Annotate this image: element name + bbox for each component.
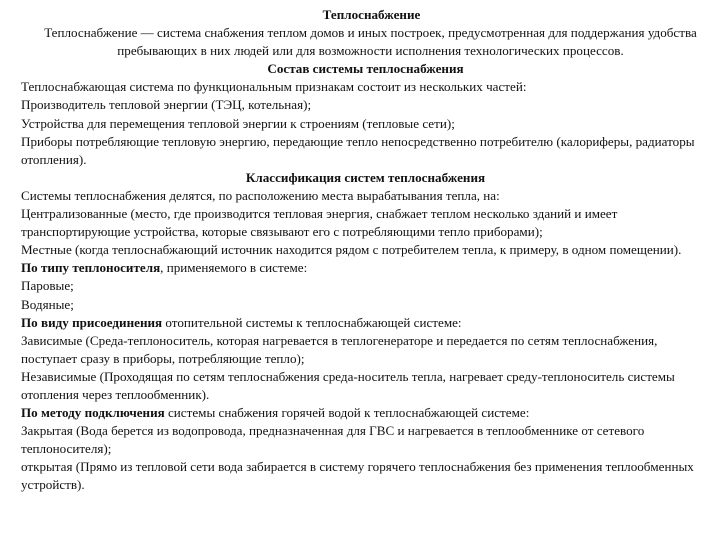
connection-type-label: По виду присоединения	[21, 314, 163, 330]
connection-method-line	[21, 404, 710, 422]
connection-type-rest: отопительной системы к теплоснабжающей системе:	[162, 314, 462, 330]
connection-method-rest: системы снабжения горячей водой к теплоснабжающей системе:	[164, 405, 530, 421]
connection-method-label: По методу подключения	[21, 405, 165, 421]
section-heading-classification: Классификация систем теплоснабжения	[245, 169, 486, 185]
list-item: Местные (когда теплоснабжающий источник находится рядом с потребителем тепла, к примеру, в одном помещении).	[21, 242, 682, 258]
intro-paragraph: Теплоснабжение — система снабжения теплом домов и иных построек, предусмотренная для поддержания удобства пребывающих в них людей или для возможности исполнения технологических процессов.	[44, 25, 697, 59]
list-item: Независимые (Проходящая по сетям теплоснабжения среда-носитель тепла, нагревает среду-теплоноситель системы отопления через теплообменник).	[21, 368, 675, 402]
classification-lead: Системы теплоснабжения делятся, по расположению места вырабатывания тепла, на:	[21, 187, 500, 203]
composition-lead: Теплоснабжающая система по функциональным признакам состоит из нескольких частей:	[21, 79, 527, 95]
document-title: Теплоснабжение	[322, 7, 421, 22]
carrier-type-rest: , применяемого в системе:	[160, 260, 308, 276]
list-item: Зависимые (Среда-теплоноситель, которая нагревается в теплогенераторе и передается по сетям теплоснабжения, поступает сразу в приборы, потребляющие тепло);	[21, 332, 658, 366]
list-item: Закрытая (Вода берется из водопровода, предназначенная для ГВС и нагревается в теплообменнике от сетевого теплоносителя);	[21, 423, 645, 457]
list-item: Водяные;	[21, 296, 74, 312]
section-heading-composition: Состав системы теплоснабжения	[267, 61, 464, 77]
list-item: Централизованные (место, где производится тепловая энергия, снабжает теплом несколько зданий и имеет транспортирующие устройства, которые связывают его с потребляющими тепло приборами);	[21, 206, 618, 240]
list-item: Паровые;	[21, 278, 74, 294]
carrier-type-line	[21, 259, 710, 277]
list-item: Устройства для перемещения тепловой энергии к строениям (тепловые сети);	[21, 115, 455, 131]
list-item: Приборы потребляющие тепловую энергию, передающие тепло непосредственно потребителю (калориферы, радиаторы отопления).	[21, 133, 695, 167]
connection-type-line	[21, 314, 710, 332]
list-item: открытая (Прямо из тепловой сети вода забирается в систему горячего теплоснабжения без применения теплообменных устройств).	[21, 459, 694, 493]
carrier-type-label: По типу теплоносителя	[21, 260, 161, 276]
list-item: Производитель тепловой энергии (ТЭЦ, котельная);	[21, 97, 312, 113]
